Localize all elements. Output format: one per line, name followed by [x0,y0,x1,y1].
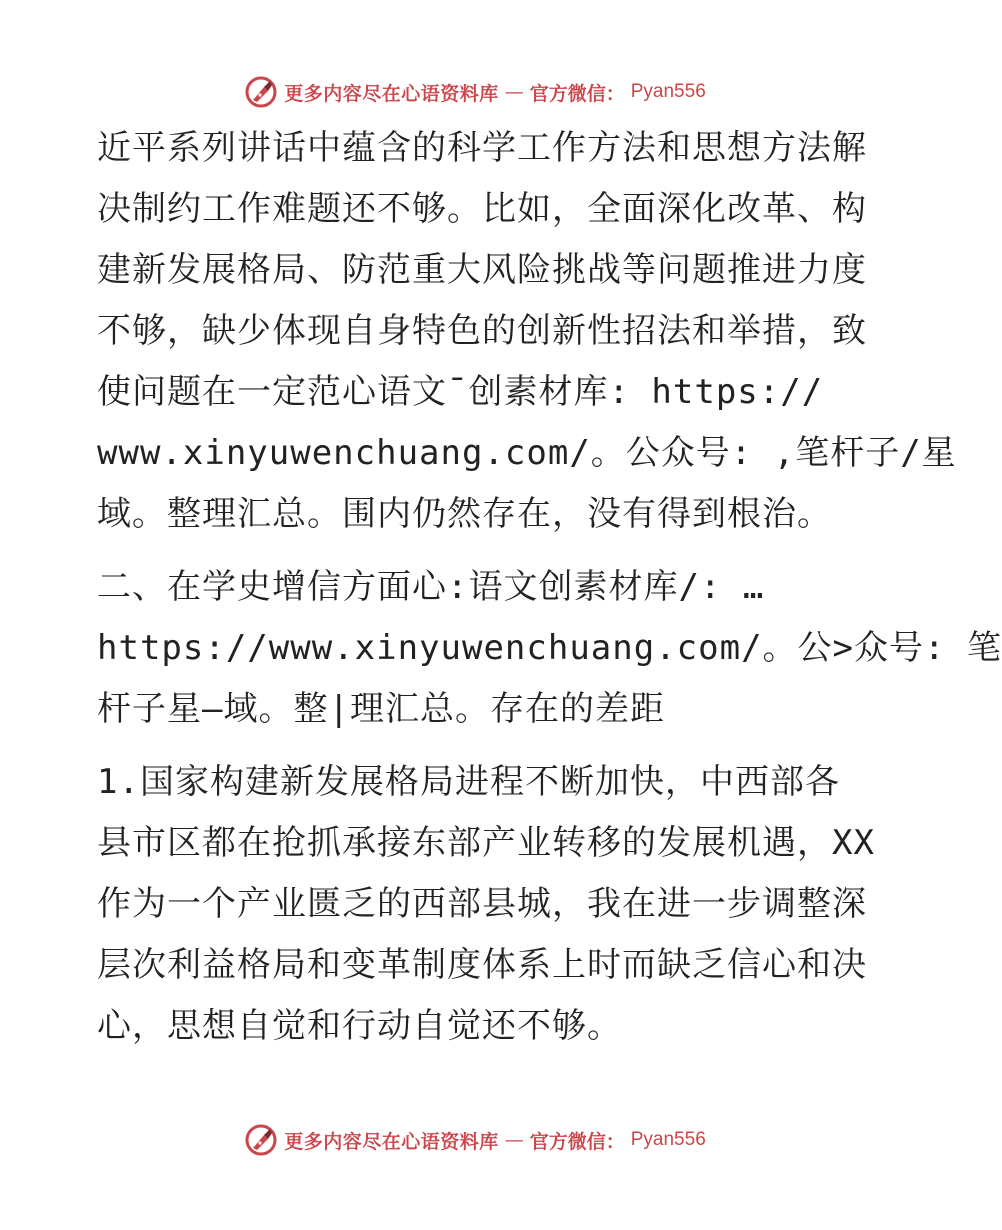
banner-wechat-label: 官方微信： [529,1130,625,1153]
banner-separator: — [504,1129,524,1151]
paragraph-3 [97,752,875,1057]
text-line: 作为一个产业匮乏的西部县城，我在进一步调整深 [97,884,867,924]
text-line: 杆子星—域。整|理汇总。存在的差距 [97,689,665,729]
text-line: 层次利益格局和变革制度体系上时而缺乏信心和决 [97,945,867,985]
text-line: www.xinyuwenchuang.com/。公众号: ,笔杆子/星 [97,433,957,473]
body-content [97,118,1002,1057]
footer-banner [0,1120,950,1160]
banner-text: 更多内容尽在心语资料库 [284,1130,499,1153]
header-banner [0,72,950,112]
text-line: 近平系列讲话中蕴含的科学工作方法和思想方法解 [97,128,867,168]
paragraph-gap [97,545,857,557]
banner-wechat-label: 官方微信： [529,82,625,105]
text-line: 使问题在一定范心语文¯创素材库: https:// [97,372,824,412]
banner-wechat-id: Pyan556 [630,1129,706,1150]
paragraph-1 [97,118,957,545]
text-line: https://www.xinyuwenchuang.com/。公>众号: 笔 [97,628,1002,668]
text-line: 建新发展格局、防范重大风险挑战等问题推进力度 [97,250,867,290]
text-line: 心，思想自觉和行动自觉还不够。 [97,1006,622,1046]
text-line: 决制约工作难题还不够。比如，全面深化改革、构 [97,189,867,229]
text-line: 域。整理汇总。围内仍然存在，没有得到根治。 [97,494,832,534]
paragraph-gap [97,740,857,752]
pen-nib-logo-icon [244,1123,278,1157]
text-line: 二、在学史增信方面心:语文创素材库/: … [97,567,765,607]
text-line: 不够，缺少体现自身特色的创新性招法和举措，致 [97,311,867,351]
paragraph-2 [97,557,1002,740]
pen-nib-logo-icon [244,75,278,109]
banner-wechat-id: Pyan556 [630,81,706,102]
text-line: 1.国家构建新发展格局进程不断加快，中西部各 [97,762,840,802]
banner-text: 更多内容尽在心语资料库 [284,82,499,105]
banner-separator: — [504,81,524,103]
text-line: 县市区都在抢抓承接东部产业转移的发展机遇，XX [97,823,875,863]
